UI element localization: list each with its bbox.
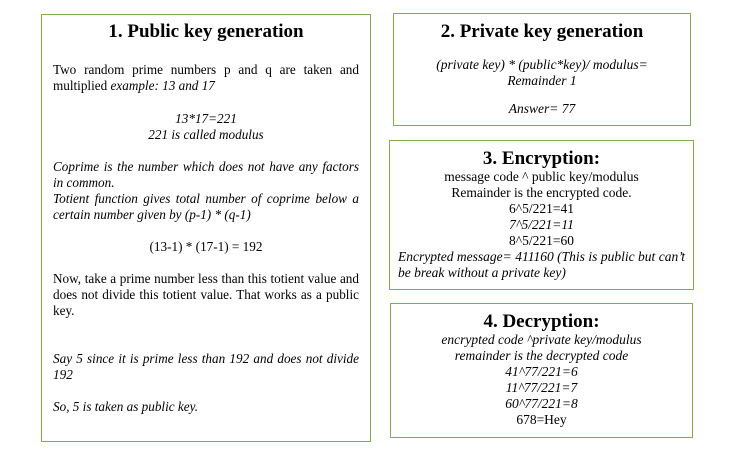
public-key-modulus-note: 221 is called modulus <box>148 127 264 142</box>
totient-calculation: (13-1) * (17-1) = 192 <box>149 239 263 254</box>
public-key-generation-box <box>41 14 371 442</box>
private-key-generation-box <box>393 13 691 126</box>
decryption-calc-41: 41^77/221=6 <box>505 364 578 379</box>
encryption-rule: message code ^ public key/modulus <box>444 169 639 184</box>
public-key-intro-text: Two random prime numbers p and q are taken and multiplied <box>53 62 359 93</box>
encrypted-message: Encrypted message= 411160 (This is public but can’t be break without a private key) <box>398 249 685 280</box>
public-key-calc-product: 13*17=221 <box>175 111 237 126</box>
decryption-remainder-note: remainder is the decrypted code <box>454 348 629 363</box>
encryption-calc-6: 6^5/221=41 <box>509 201 574 216</box>
encryption-calc-8: 8^5/221=60 <box>509 233 574 248</box>
private-key-title: 2. Private key generation <box>440 21 644 42</box>
public-key-intro-example: example: 13 and 17 <box>110 78 215 93</box>
coprime-definition: Coprime is the number which does not have any factors in common. <box>53 159 359 190</box>
decryption-calc-60: 60^77/221=8 <box>505 396 578 411</box>
decryption-box <box>390 303 693 438</box>
encryption-title: 3. Encryption: <box>482 148 601 169</box>
encryption-calc-7: 7^5/221=11 <box>509 217 574 232</box>
encryption-remainder-note: Remainder is the encrypted code. <box>451 185 632 200</box>
public-key-example-5: Say 5 since it is prime less than 192 and does not divide 192 <box>53 351 359 382</box>
encryption-box <box>389 140 694 290</box>
totient-definition: Totient function gives total number of coprime below a certain number given by (p-1) * (q-1) <box>53 191 359 222</box>
decryption-rule: encrypted code ^private key/modulus <box>441 332 642 347</box>
decryption-calc-11: 11^77/221=7 <box>505 380 578 395</box>
decrypted-result: 678=Hey <box>516 412 567 427</box>
public-key-conclusion: So, 5 is taken as public key. <box>53 399 199 414</box>
private-key-formula: (private key) * (public*key)/ modulus= Remainder 1 <box>436 57 648 88</box>
public-key-intro <box>53 62 359 94</box>
public-key-choice-rule: Now, take a prime number less than this totient value and does not divide this totient value. That works as a public key. <box>53 271 359 318</box>
decryption-title: 4. Decryption: <box>483 311 600 332</box>
private-key-answer: Answer= 77 <box>508 101 576 116</box>
public-key-title: 1. Public key generation <box>108 21 304 42</box>
